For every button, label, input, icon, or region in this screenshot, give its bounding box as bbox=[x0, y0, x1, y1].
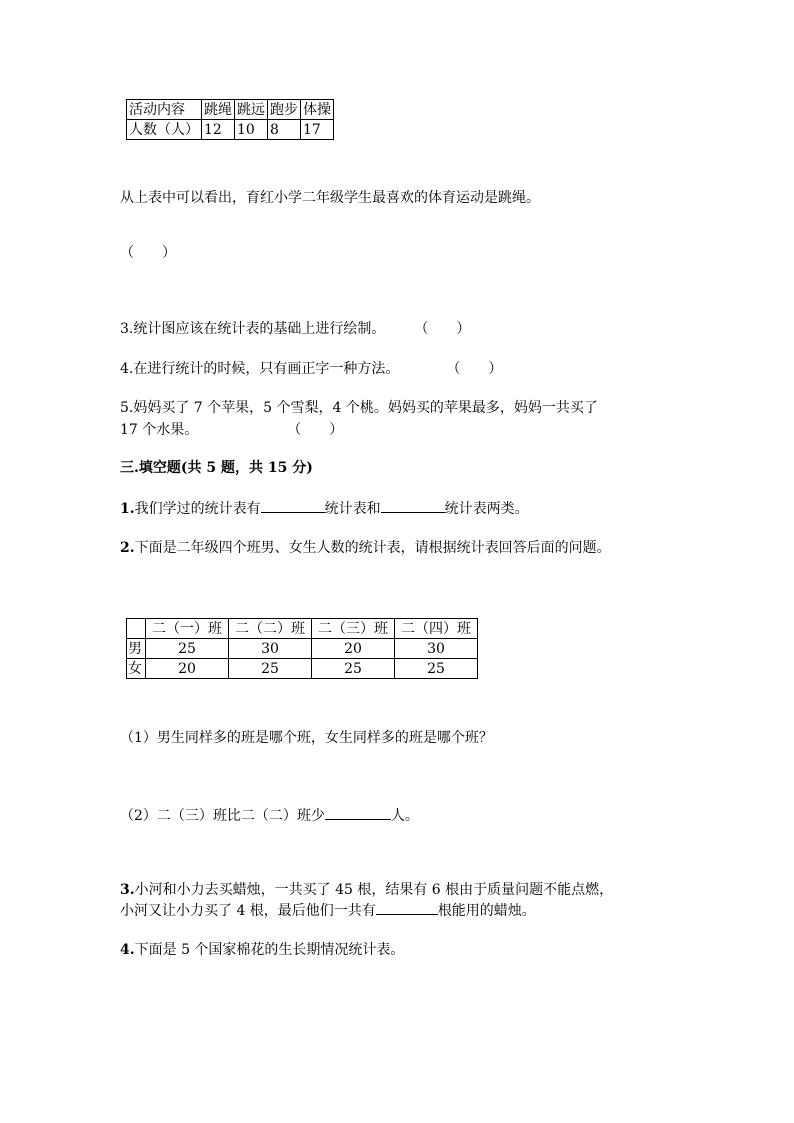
table-cell: 20 bbox=[312, 639, 395, 659]
table-cell: 8 bbox=[268, 120, 301, 140]
answer-paren[interactable]: （ ） bbox=[120, 245, 176, 261]
table-cell: 25 bbox=[229, 659, 312, 679]
question-5-line1 bbox=[120, 398, 598, 418]
fill-question-4 bbox=[120, 940, 404, 960]
table-cell: 跳绳 bbox=[202, 100, 235, 120]
table-cell: 跳远 bbox=[235, 100, 268, 120]
table-row bbox=[127, 639, 478, 659]
table-cell: 30 bbox=[229, 639, 312, 659]
answer-blank[interactable] bbox=[325, 805, 391, 820]
answer-paren[interactable]: （ ） bbox=[294, 422, 344, 438]
table-cell: 二（四）班 bbox=[395, 619, 478, 639]
question-number: 1. bbox=[120, 501, 135, 517]
table-cell: 跑步 bbox=[268, 100, 301, 120]
table-cell: 二（一）班 bbox=[146, 619, 229, 639]
question-text: 17 个水果。 bbox=[120, 422, 199, 438]
question-text: 我们学过的统计表有 bbox=[134, 501, 261, 517]
question-2-statement: 从上表中可以看出，育红小学二年级学生最喜欢的体育运动是跳绳。 bbox=[120, 190, 540, 206]
table-cell: 25 bbox=[395, 659, 478, 679]
answer-blank[interactable] bbox=[376, 900, 438, 915]
question-number: 4. bbox=[120, 361, 134, 377]
question-5-line2 bbox=[120, 420, 343, 440]
question-text: 统计表和 bbox=[324, 501, 381, 517]
table-cell: 10 bbox=[235, 120, 268, 140]
activity-table bbox=[126, 99, 334, 140]
question-text: 小河又让小力买了 4 根，最后他们一共有 bbox=[120, 903, 376, 919]
table-cell: 男 bbox=[127, 639, 146, 659]
table-cell: 17 bbox=[301, 120, 334, 140]
table-cell: 女 bbox=[127, 659, 146, 679]
question-text: 统计图应该在统计表的基础上进行绘制。 bbox=[133, 321, 386, 337]
table-cell bbox=[127, 619, 146, 639]
question-text: 下面是 5 个国家棉花的生长期情况统计表。 bbox=[134, 942, 405, 958]
question-4 bbox=[120, 359, 502, 379]
table-cell: 活动内容 bbox=[127, 100, 202, 120]
table-row bbox=[127, 619, 478, 639]
answer-blank[interactable] bbox=[261, 498, 325, 513]
question-text: 下面是二年级四个班男、女生人数的统计表，请根据统计表回答后面的问题。 bbox=[134, 540, 611, 556]
fill-question-2-sub-1: （1）男生同样多的班是哪个班，女生同样多的班是哪个班？ bbox=[120, 730, 493, 746]
question-number: 3. bbox=[120, 882, 135, 898]
table-cell: 12 bbox=[202, 120, 235, 140]
question-3 bbox=[120, 319, 470, 339]
fill-question-3-line1 bbox=[120, 880, 613, 900]
answer-paren[interactable]: （ ） bbox=[453, 361, 503, 377]
question-number: 5. bbox=[120, 400, 134, 416]
question-text: 人。 bbox=[390, 808, 419, 824]
table-cell: 25 bbox=[146, 639, 229, 659]
table-cell: 二（三）班 bbox=[312, 619, 395, 639]
table-cell: 20 bbox=[146, 659, 229, 679]
answer-blank[interactable] bbox=[381, 498, 445, 513]
question-number: 4. bbox=[120, 942, 135, 958]
question-text: 在进行统计的时候，只有画正字一种方法。 bbox=[133, 361, 400, 377]
question-text: 小河和小力去买蜡烛，一共买了 45 根，结果有 6 根由于质量问题不能点燃， bbox=[134, 882, 614, 898]
table-cell: 30 bbox=[395, 639, 478, 659]
fill-question-2-sub-2 bbox=[120, 805, 419, 826]
question-number: 3. bbox=[120, 321, 134, 337]
table-cell: 体操 bbox=[301, 100, 334, 120]
table-cell: 二（二）班 bbox=[229, 619, 312, 639]
question-number: 2. bbox=[120, 540, 135, 556]
class-gender-table bbox=[126, 618, 478, 679]
fill-question-3-line2 bbox=[120, 900, 536, 921]
section-3-title: 三.填空题(共 5 题，共 15 分) bbox=[120, 460, 313, 476]
table-row bbox=[127, 120, 334, 140]
table-row bbox=[127, 659, 478, 679]
answer-paren[interactable]: （ ） bbox=[421, 321, 471, 337]
question-text: 统计表两类。 bbox=[444, 501, 529, 517]
table-row bbox=[127, 100, 334, 120]
question-text: 妈妈买了 7 个苹果，5 个雪梨，4 个桃。妈妈买的苹果最多，妈妈一共买了 bbox=[133, 400, 598, 416]
question-text: （2）二（三）班比二（二）班少 bbox=[120, 808, 325, 824]
fill-question-2 bbox=[120, 538, 611, 558]
table-cell: 人数（人） bbox=[127, 120, 202, 140]
question-text: 根能用的蜡烛。 bbox=[437, 903, 536, 919]
fill-question-1 bbox=[120, 498, 529, 519]
table-cell: 25 bbox=[312, 659, 395, 679]
